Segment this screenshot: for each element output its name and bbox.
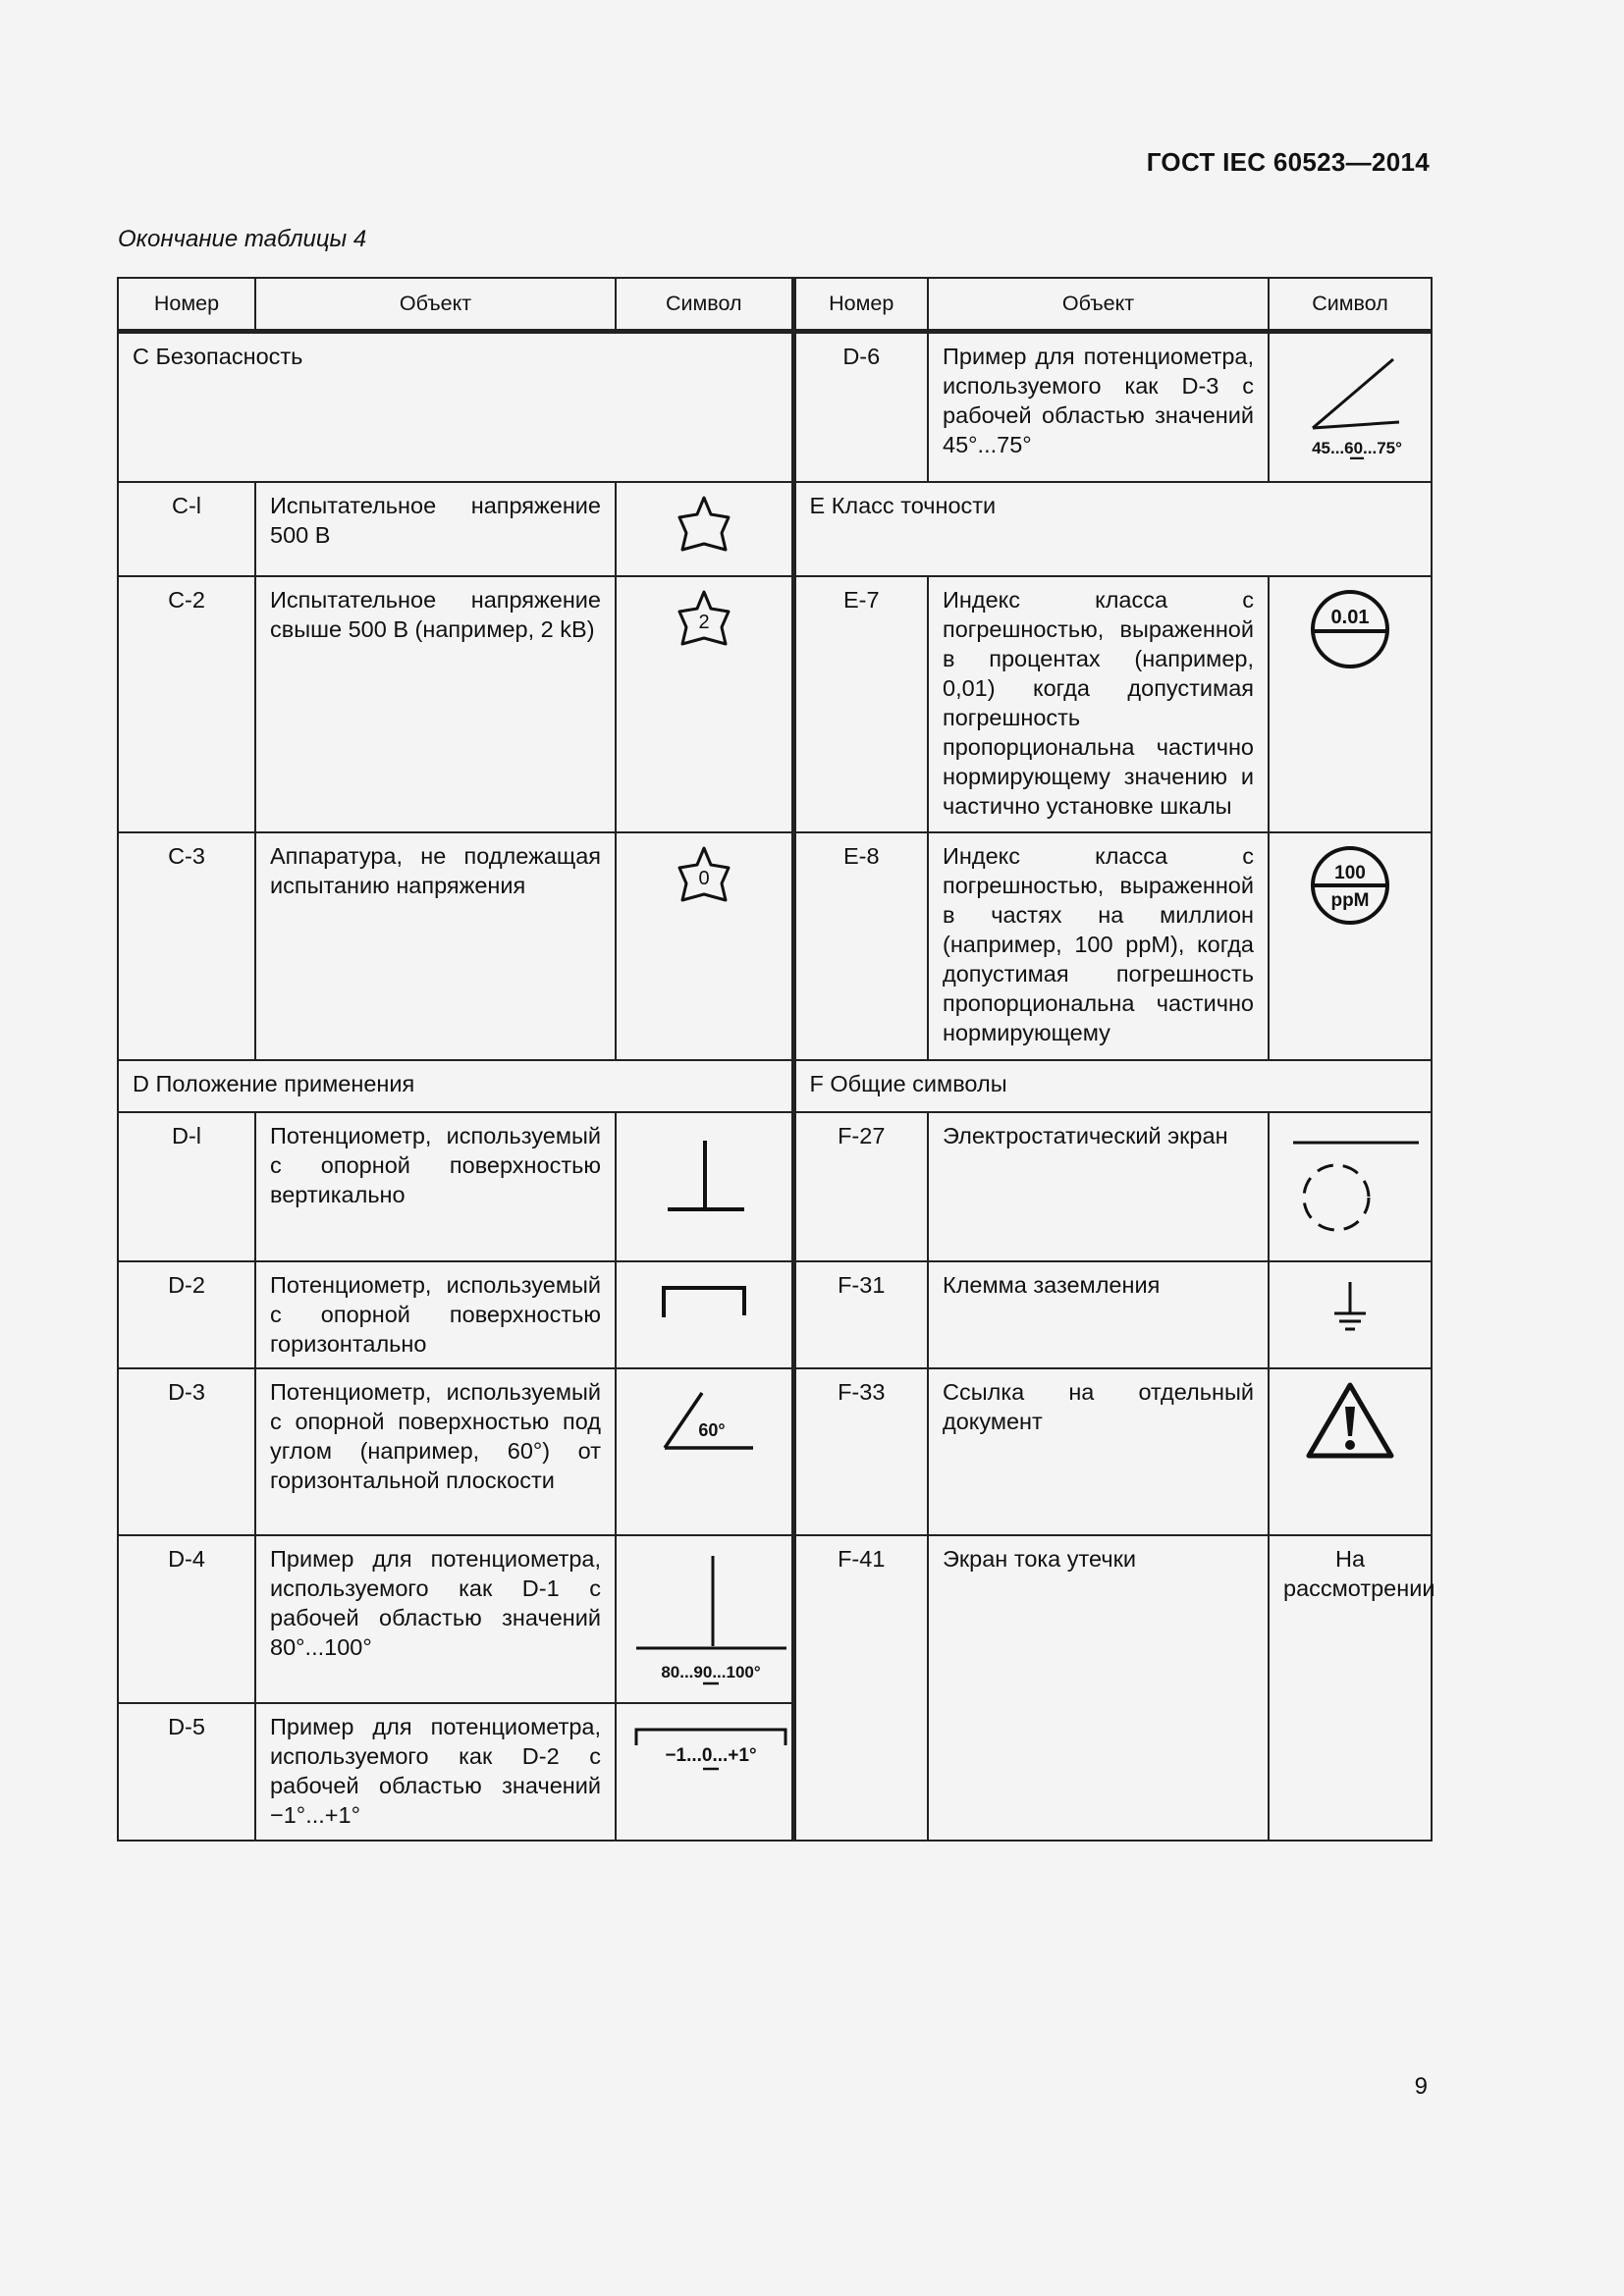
- row-object: Экран тока утечки: [928, 1535, 1269, 1841]
- header-symbol: Символ: [1269, 278, 1432, 331]
- symbol-cell: [1269, 832, 1432, 1060]
- symbol-cell: [1269, 1261, 1432, 1368]
- symbol-cell: [616, 1368, 793, 1535]
- document-id: ГОСТ IEC 60523—2014: [1146, 147, 1430, 177]
- row-number: C-l: [118, 482, 255, 576]
- symbol-cell: [616, 576, 793, 832]
- symbol-cell: [616, 482, 793, 576]
- symbol-range-label: 80...90...100°: [661, 1663, 761, 1682]
- table-row: [118, 1112, 1432, 1261]
- row-object: Индекс класса с погрешностью, выраженной в процентах (например, 0,01) когда допустимая погрешность пропорциональна частично нормирующему значению и частично установке шкалы: [928, 576, 1269, 832]
- table-row: [118, 1535, 1432, 1703]
- row-object: Потенциометр, используемый с опорной поверхностью под углом (например, 60°) от горизонтальной плоскости: [255, 1368, 616, 1535]
- row-object: Испытательное напряжение 500 В: [255, 482, 616, 576]
- row-object: Потенциометр, используемый с опорной поверхностью вертикально: [255, 1112, 616, 1261]
- row-number: E-8: [793, 832, 928, 1060]
- symbol-range-label: 45...60...75°: [1312, 438, 1402, 457]
- row-number: C-2: [118, 576, 255, 832]
- page-number: 9: [1414, 2073, 1428, 2100]
- table-row: [118, 832, 1432, 1060]
- table-row: [118, 331, 1432, 482]
- section-title-c: C Безопасность: [118, 331, 793, 482]
- symbol-angle-label: 60°: [698, 1420, 726, 1440]
- table-header-row: [118, 278, 1432, 331]
- row-object: Испытательное напряжение свыше 500 В (например, 2 kB): [255, 576, 616, 832]
- star-test-voltage-2kv-icon: [670, 585, 738, 654]
- row-object: Индекс класса с погрешностью, выраженной в частях на миллион (например, 100 ppM), когда допустимая погрешность пропорциональна частично нормирующему: [928, 832, 1269, 1060]
- symbol-cell: [616, 1703, 793, 1841]
- header-number: Номер: [793, 278, 928, 331]
- row-object: Пример для потенциометра, используемого как D-3 с рабочей областью значений 45°...75°: [928, 331, 1269, 482]
- symbol-cell: [616, 1261, 793, 1368]
- symbol-cell: [1269, 331, 1432, 482]
- symbol-range-label: −1...0...+1°: [665, 1745, 757, 1766]
- class-index-ppm-icon: [1306, 841, 1394, 930]
- potentiometer-horizontal-icon: [650, 1270, 758, 1329]
- row-number: E-7: [793, 576, 928, 832]
- header-object: Объект: [928, 278, 1269, 331]
- star-no-test-voltage-icon: [670, 841, 738, 910]
- electrostatic-screen-icon: [1283, 1121, 1431, 1239]
- potentiometer-horizontal-range-icon: [630, 1712, 792, 1800]
- row-number: D-5: [118, 1703, 255, 1841]
- section-title-e: E Класс точности: [793, 482, 1432, 576]
- row-object: Ссылка на отдельный документ: [928, 1368, 1269, 1535]
- class-index-percent-icon: [1306, 585, 1394, 673]
- row-object: Электростатический экран: [928, 1112, 1269, 1261]
- star-test-voltage-icon: [670, 491, 738, 560]
- row-number: F-41: [793, 1535, 928, 1841]
- symbol-cell: [1269, 576, 1432, 832]
- section-title-f: F Общие символы: [793, 1060, 1432, 1112]
- symbol-cell: [616, 832, 793, 1060]
- section-title-d: D Положение применения: [118, 1060, 793, 1112]
- row-number: F-27: [793, 1112, 928, 1261]
- ground-terminal-icon: [1321, 1270, 1380, 1349]
- row-number: D-4: [118, 1535, 255, 1703]
- symbol-class-label-bottom: ppM: [1330, 890, 1370, 911]
- potentiometer-angled-icon: [645, 1377, 763, 1466]
- potentiometer-vertical-range-icon: [630, 1544, 792, 1696]
- symbol-star-label: 0: [698, 868, 710, 889]
- row-object: Пример для потенциометра, используемого как D-1 с рабочей областью значений 80°...100°: [255, 1535, 616, 1703]
- symbol-cell: [1269, 1368, 1432, 1535]
- table-row: [118, 1261, 1432, 1368]
- potentiometer-vertical-icon: [650, 1121, 758, 1229]
- row-object: Аппаратура, не подлежащая испытанию напряжения: [255, 832, 616, 1060]
- row-object: Клемма заземления: [928, 1261, 1269, 1368]
- table-caption: Окончание таблицы 4: [118, 226, 367, 252]
- potentiometer-angled-range-icon: [1283, 342, 1431, 459]
- row-object: Потенциометр, используемый с опорной поверхностью горизонтально: [255, 1261, 616, 1368]
- warning-triangle-icon: [1301, 1377, 1399, 1466]
- symbol-class-label-top: 100: [1334, 863, 1366, 883]
- row-number: D-6: [793, 331, 928, 482]
- row-number: F-33: [793, 1368, 928, 1535]
- row-number: F-31: [793, 1261, 928, 1368]
- row-number: C-3: [118, 832, 255, 1060]
- row-number: D-2: [118, 1261, 255, 1368]
- symbol-cell: [1269, 1112, 1432, 1261]
- row-number: D-l: [118, 1112, 255, 1261]
- table-row: [118, 576, 1432, 832]
- header-number: Номер: [118, 278, 255, 331]
- table-row: [118, 1368, 1432, 1535]
- symbols-table: [117, 277, 1433, 1842]
- symbol-cell: [616, 1112, 793, 1261]
- symbol-class-label: 0.01: [1330, 607, 1370, 628]
- row-number: D-3: [118, 1368, 255, 1535]
- table-row: [118, 1060, 1432, 1112]
- header-symbol: Символ: [616, 278, 793, 331]
- row-object: Пример для потенциометра, используемого как D-2 с рабочей областью значений −1°...+1°: [255, 1703, 616, 1841]
- symbol-cell-text: На рассмотрении: [1269, 1535, 1432, 1841]
- symbol-cell: [616, 1535, 793, 1703]
- symbol-star-label: 2: [698, 612, 710, 633]
- table-row: [118, 482, 1432, 576]
- header-object: Объект: [255, 278, 616, 331]
